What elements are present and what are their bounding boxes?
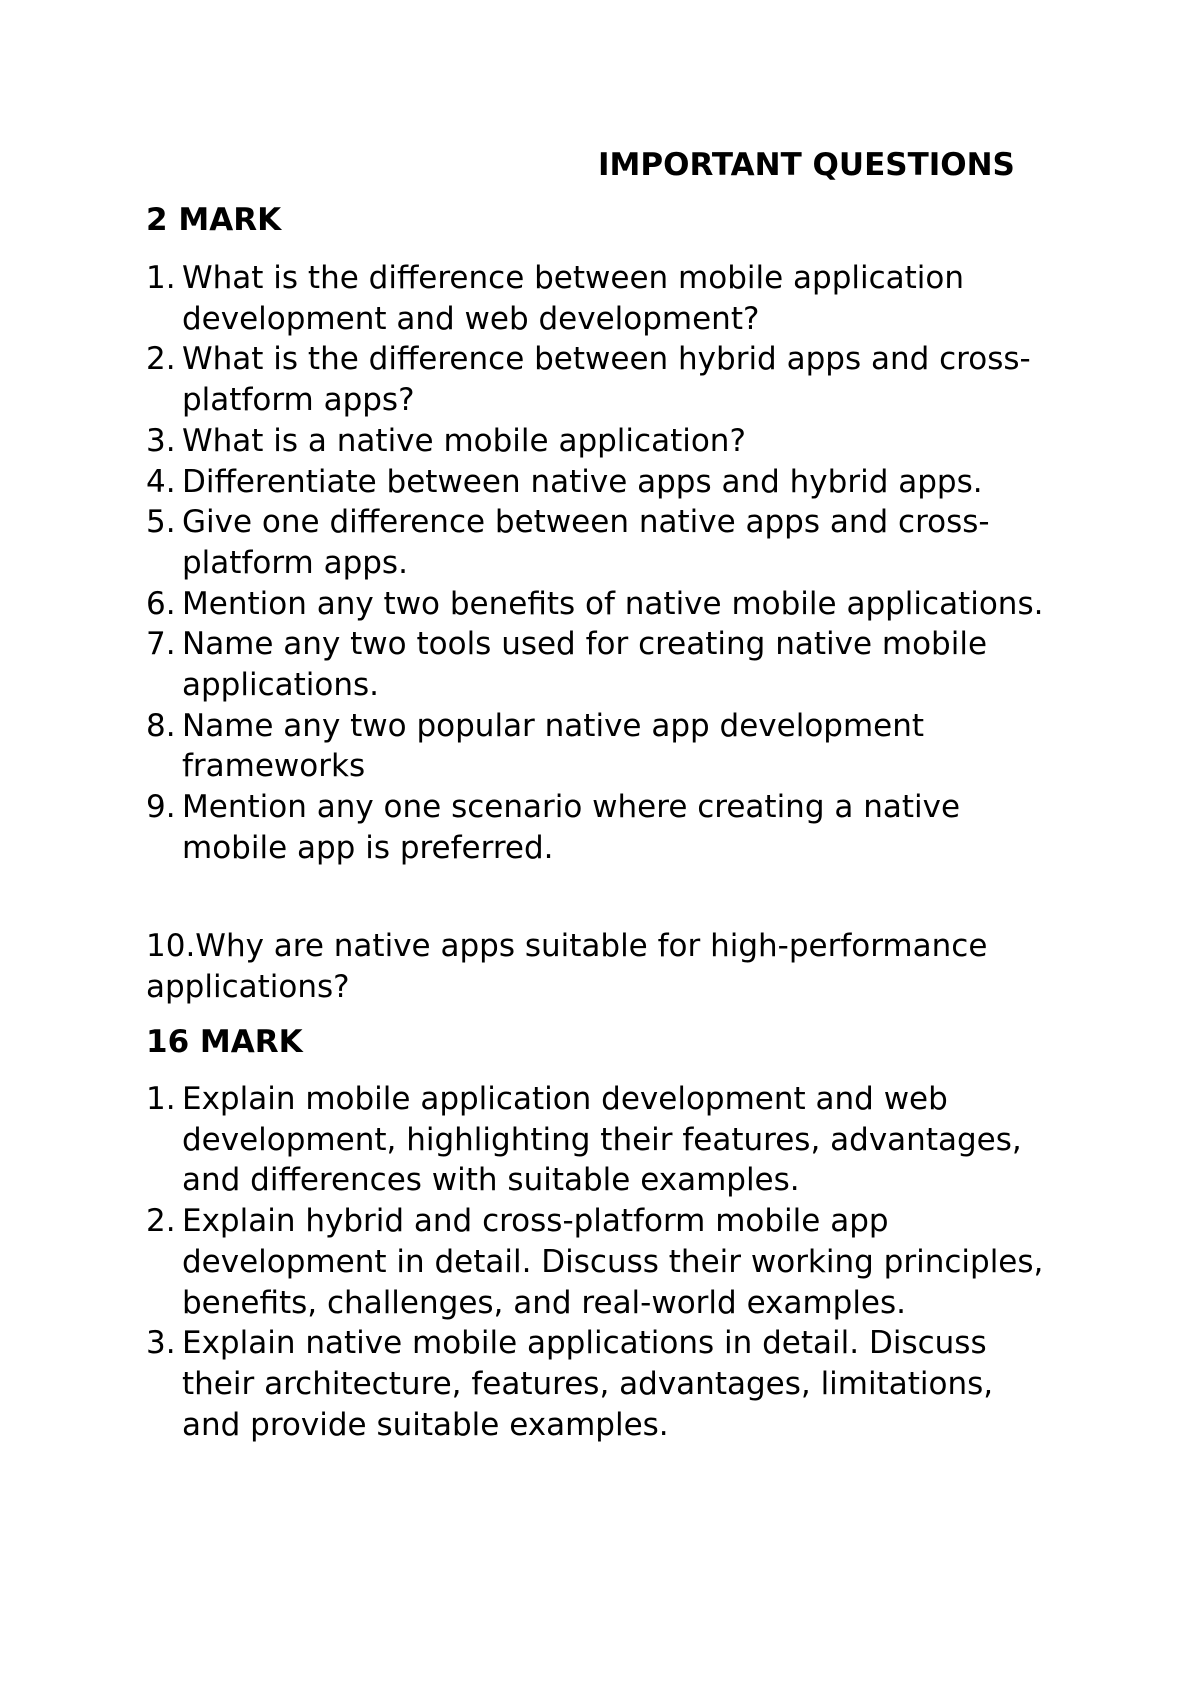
section-heading-2-mark: 2 MARK — [146, 202, 282, 238]
question-text: Explain hybrid and cross-platform mobile app development in detail. Discuss their working principles, benefits, challenges, and real-world examples. — [182, 1203, 1044, 1321]
question-list-16-mark — [146, 1079, 1046, 1445]
question-item — [146, 787, 1046, 868]
question-number: 2. — [146, 341, 176, 378]
question-item — [146, 339, 1046, 420]
question-item — [146, 258, 1046, 339]
question-number: 6. — [146, 585, 176, 622]
question-number: 2. — [146, 1203, 176, 1240]
section-heading-16-mark: 16 MARK — [146, 1024, 303, 1060]
question-number: 7. — [146, 626, 176, 663]
question-item — [146, 421, 1046, 462]
question-item — [146, 1079, 1046, 1201]
question-text: Mention any two benefits of native mobile applications. — [182, 585, 1044, 622]
question-text: Name any two popular native app development frameworks — [182, 707, 925, 785]
question-text: Explain mobile application development and web development, highlighting their features, advantages, and differences with suitable examples. — [182, 1081, 1022, 1199]
question-item — [146, 502, 1046, 583]
question-number: 1. — [146, 260, 176, 296]
question-number: 3. — [146, 422, 176, 459]
question-text: Mention any one scenario where creating a native mobile app is preferred. — [182, 789, 961, 866]
question-item — [146, 706, 1046, 787]
question-item-10: 10.Why are native apps suitable for high-performance applications? — [146, 928, 988, 1005]
question-number: 4. — [146, 463, 176, 500]
question-item — [146, 624, 1046, 705]
question-text: What is a native mobile application? — [182, 422, 746, 459]
question-item — [146, 1323, 1046, 1445]
question-item — [146, 1201, 1046, 1323]
question-text: Explain native mobile applications in detail. Discuss their architecture, features, advantages, limitations, and provide suitable examples. — [182, 1325, 994, 1443]
question-number: 5. — [146, 504, 176, 541]
question-text: Give one difference between native apps and cross-platform apps. — [182, 504, 990, 581]
question-text: What is the difference between mobile application development and web development? — [182, 260, 965, 337]
question-text: Differentiate between native apps and hybrid apps. — [182, 463, 983, 500]
question-number: 8. — [146, 707, 176, 744]
question-number: 3. — [146, 1325, 176, 1362]
question-text: What is the difference between hybrid apps and cross-platform apps? — [182, 341, 1031, 419]
document-title: IMPORTANT QUESTIONS — [598, 147, 1015, 183]
question-number: 9. — [146, 789, 176, 826]
question-number: 1. — [146, 1081, 176, 1117]
question-text: Name any two tools used for creating native mobile applications. — [182, 626, 988, 704]
question-item — [146, 584, 1046, 625]
question-item — [146, 462, 1046, 503]
question-list-2-mark — [146, 258, 1046, 869]
